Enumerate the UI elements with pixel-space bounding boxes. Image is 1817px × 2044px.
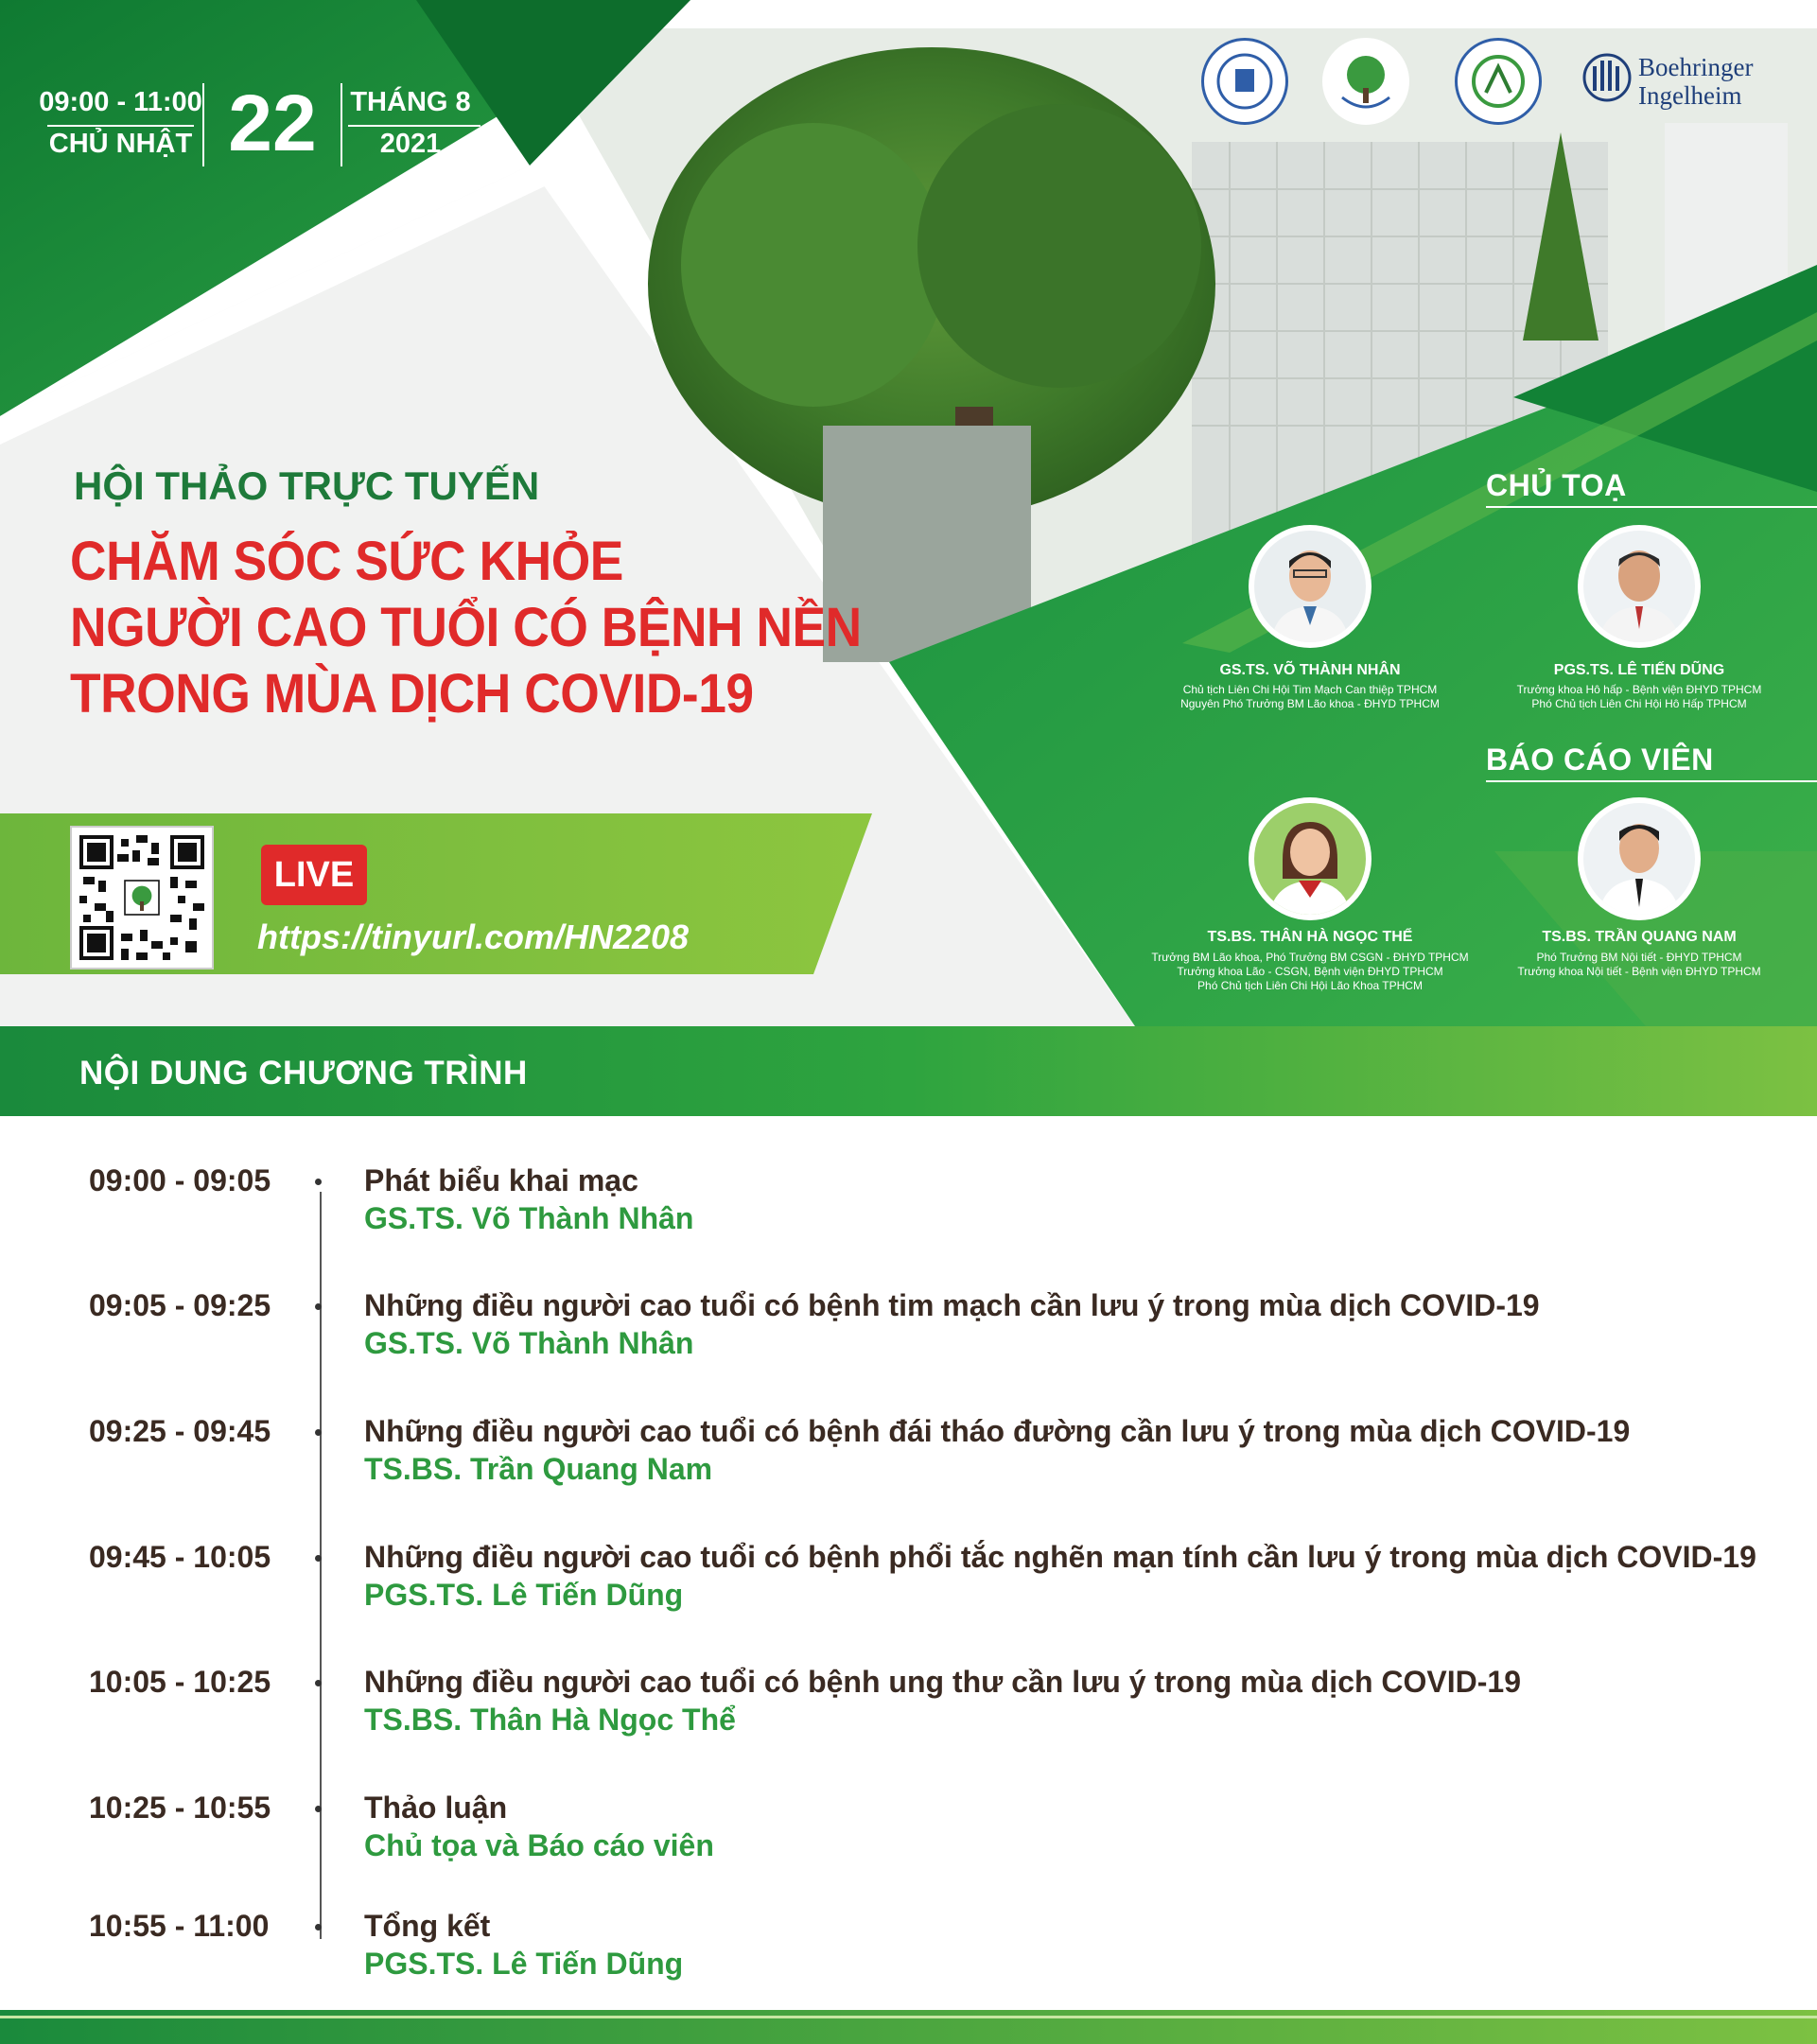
event-year: 2021: [379, 129, 442, 159]
chair-name-2: PGS.TS. LÊ TIẾN DŨNG: [1553, 662, 1725, 678]
timeline-dot: [315, 1179, 322, 1185]
avatar-photo-speaker-1: [1254, 803, 1366, 915]
event-title-line3: TRONG MÙA DỊCH COVID-19: [70, 663, 754, 725]
schedule-topic: Tổng kết: [364, 1909, 491, 1943]
date-divider: [348, 125, 480, 127]
timeline-dot: [315, 1555, 322, 1562]
schedule-speaker: GS.TS. Võ Thành Nhân: [364, 1201, 694, 1235]
chairs-heading: CHỦ TOẠ: [1486, 468, 1627, 502]
speakers-heading-underline: [1486, 780, 1817, 782]
avatar-photo-chair-1: [1254, 531, 1366, 642]
speaker-desc-1-line3: Phó Chủ tịch Liên Chi Hội Lão Khoa TPHCM: [1197, 979, 1423, 992]
avatar: [1578, 797, 1701, 920]
geriatrics-department-logo-icon: [1322, 38, 1409, 125]
sponsor-name: [1638, 53, 1753, 110]
footer-bar: [0, 2010, 1817, 2044]
chair-desc-2-line1: Trưởng khoa Hô hấp - Bệnh viện ĐHYD TPHCM: [1516, 683, 1762, 696]
speaker-desc-2-line2: Trưởng khoa Nội tiết - Bệnh viện ĐHYD TPHCM: [1517, 965, 1761, 978]
date-divider: [47, 125, 194, 127]
qr-code[interactable]: [70, 826, 214, 970]
schedule-item: [0, 1163, 1817, 1249]
avatar: [1249, 525, 1371, 648]
schedule-topic: Những điều người cao tuổi có bệnh phổi tắc nghẽn mạn tính cần lưu ý trong mùa dịch COVID-19: [364, 1540, 1756, 1574]
chair-desc-2: [1478, 683, 1800, 711]
schedule-speaker: PGS.TS. Lê Tiến Dũng: [364, 1578, 684, 1612]
schedule-item: [0, 1540, 1817, 1625]
schedule-speaker: Chủ tọa và Báo cáo viên: [364, 1828, 714, 1862]
speaker-desc-1-line2: Trưởng khoa Lão - CSGN, Bệnh viện ĐHYD TPHCM: [1177, 965, 1443, 978]
event-month: THÁNG 8: [350, 87, 471, 117]
event-day-number: 22: [228, 79, 317, 167]
speaker-desc-2-line1: Phó Trưởng BM Nội tiết - ĐHYD TPHCM: [1536, 951, 1742, 964]
livestream-link[interactable]: https://tinyurl.com/HN2208: [257, 917, 690, 956]
sponsor-name-line1: Boehringer: [1638, 53, 1754, 81]
schedule-item: [0, 1414, 1817, 1499]
boehringer-ingelheim-icon: [1581, 49, 1633, 106]
schedule-item: [0, 1665, 1817, 1750]
schedule-time: 10:25 - 10:55: [89, 1791, 271, 1825]
speaker-name-2: TS.BS. TRẦN QUANG NAM: [1542, 929, 1737, 945]
timeline-dot: [315, 1806, 322, 1812]
avatar-photo-chair-2: [1583, 531, 1695, 642]
schedule-time: 09:45 - 10:05: [89, 1540, 271, 1574]
schedule-speaker: TS.BS. Trần Quang Nam: [364, 1452, 713, 1486]
chair-desc-1-line1: Chủ tịch Liên Chi Hội Tim Mạch Can thiệp TPHCM: [1182, 683, 1438, 696]
speaker-name-1: TS.BS. THÂN HÀ NGỌC THỂ: [1207, 929, 1413, 945]
schedule-time: 09:00 - 09:05: [89, 1163, 271, 1197]
speakers-heading: BÁO CÁO VIÊN: [1486, 742, 1714, 777]
schedule-item: [0, 1288, 1817, 1373]
chairs-heading-underline: [1486, 506, 1817, 508]
speaker-desc-1: [1149, 951, 1471, 993]
schedule-speaker: PGS.TS. Lê Tiến Dũng: [364, 1947, 684, 1981]
date-separator: [202, 83, 204, 166]
chair-name-1: GS.TS. VÕ THÀNH NHÂN: [1219, 662, 1401, 678]
schedule-topic: Phát biểu khai mạc: [364, 1163, 638, 1197]
schedule-speaker: GS.TS. Võ Thành Nhân: [364, 1326, 694, 1360]
speaker-desc-2: [1478, 951, 1800, 979]
footer-highlight-line: [0, 2016, 1817, 2018]
schedule-time: 09:05 - 09:25: [89, 1288, 271, 1322]
live-badge: LIVE: [261, 845, 367, 905]
schedule-time: 10:55 - 11:00: [89, 1909, 270, 1943]
program-heading: NỘI DUNG CHƯƠNG TRÌNH: [79, 1055, 528, 1092]
schedule-topic: Những điều người cao tuổi có bệnh tim mạch cần lưu ý trong mùa dịch COVID-19: [364, 1288, 1540, 1322]
event-day-of-week: CHỦ NHẬT: [48, 129, 193, 159]
sponsor-name-line2: Ingelheim: [1638, 81, 1742, 110]
program-header-bar: [0, 1026, 1817, 1116]
event-date: [38, 79, 471, 168]
avatar: [1249, 797, 1371, 920]
timeline-dot: [315, 1924, 322, 1930]
schedule-topic: Những điều người cao tuổi có bệnh đái tháo đường cần lưu ý trong mùa dịch COVID-19: [364, 1414, 1631, 1448]
university-logo-icon: [1201, 38, 1288, 125]
event-title-line2: NGƯỜI CAO TUỔI CÓ BỆNH NỀN: [70, 597, 862, 658]
speaker-desc-1-line1: Trưởng BM Lão khoa, Phó Trưởng BM CSGN - ĐHYD TPHCM: [1151, 951, 1469, 964]
schedule-speaker: TS.BS. Thân Hà Ngọc Thể: [364, 1703, 736, 1737]
chair-desc-1-line2: Nguyên Phó Trưởng BM Lão khoa - ĐHYD TPHCM: [1180, 697, 1440, 710]
chair-desc-1: [1149, 683, 1471, 711]
timeline-dot: [315, 1429, 322, 1436]
schedule-item: [0, 1791, 1817, 1876]
avatar-photo-speaker-2: [1583, 803, 1695, 915]
sponsor-logo: [1581, 49, 1790, 115]
event-time: 09:00 - 11:00: [39, 87, 202, 117]
avatar: [1578, 525, 1701, 648]
timeline-dot: [315, 1680, 322, 1686]
geriatrics-association-logo-icon: [1455, 38, 1542, 125]
event-title-line1: CHĂM SÓC SỨC KHỎE: [70, 531, 623, 592]
schedule-topic: Những điều người cao tuổi có bệnh ung thư cần lưu ý trong mùa dịch COVID-19: [364, 1665, 1522, 1699]
schedule-item: [0, 1909, 1817, 1994]
schedule-topic: Thảo luận: [364, 1791, 508, 1825]
chair-desc-2-line2: Phó Chủ tịch Liên Chi Hội Hô Hấp TPHCM: [1531, 697, 1747, 710]
schedule-time: 09:25 - 09:45: [89, 1414, 271, 1448]
timeline-dot: [315, 1303, 322, 1310]
qr-code-icon: [79, 835, 204, 960]
event-type: HỘI THẢO TRỰC TUYẾN: [74, 463, 540, 508]
schedule-time: 10:05 - 10:25: [89, 1665, 271, 1699]
